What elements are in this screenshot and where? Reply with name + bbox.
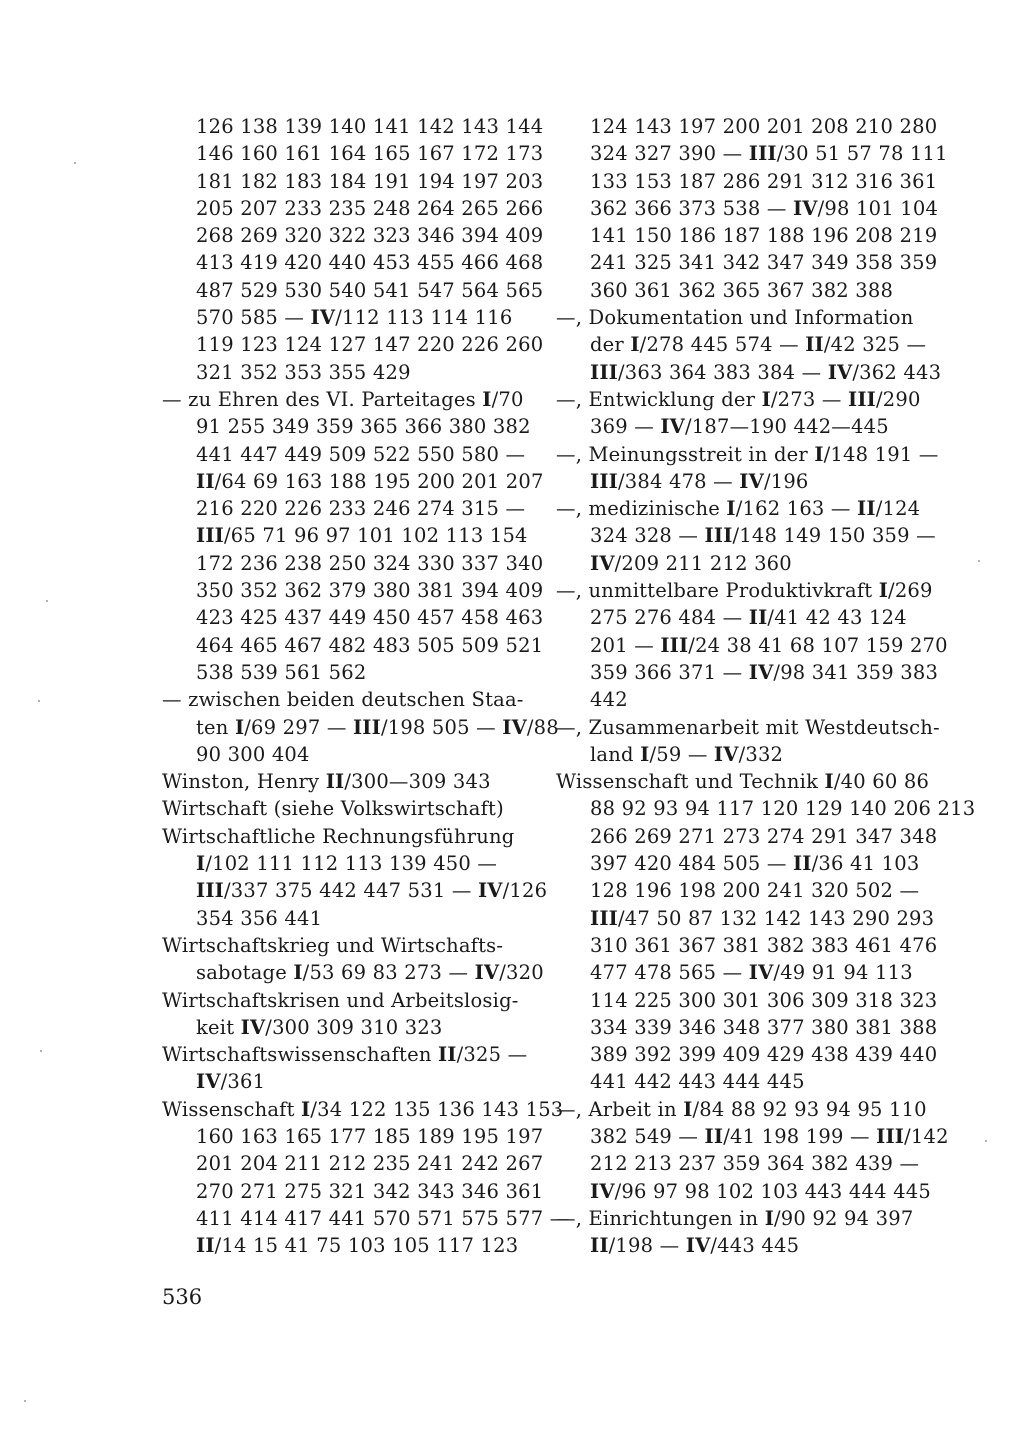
- index-text: 360 361 362 365 367 382 388: [590, 278, 894, 302]
- index-text: /148 149 150 359 —: [732, 524, 936, 548]
- index-text: /162 163 —: [735, 497, 858, 521]
- index-line: [162, 686, 534, 713]
- index-text: 441 442 443 444 445: [590, 1070, 805, 1094]
- scan-speck: [46, 600, 48, 602]
- index-line: [556, 959, 928, 986]
- index-line: [162, 359, 534, 386]
- index-text: /148 191 —: [823, 442, 939, 466]
- index-text: Wirtschaftskrisen und Arbeitslosig-: [162, 988, 519, 1012]
- index-line: [556, 714, 940, 741]
- volume-numeral: II: [437, 1043, 457, 1067]
- index-text: /14 15 41 75 103 105 117 123: [214, 1234, 519, 1258]
- volume-numeral: III: [196, 524, 224, 548]
- index-text: 128 196 198 200 241 320 502 —: [590, 879, 920, 903]
- index-text: /41 42 43 124: [767, 606, 907, 630]
- index-line: [556, 304, 928, 331]
- index-text: /42 325 —: [823, 333, 927, 357]
- index-text: —, Meinungsstreit in der: [556, 442, 815, 466]
- index-line: [556, 1041, 938, 1068]
- index-line: [556, 1014, 938, 1041]
- index-text: ten: [196, 715, 235, 739]
- index-text: 321 352 353 355 429: [196, 360, 411, 384]
- index-text: Winston, Henry: [162, 770, 326, 794]
- index-line: [556, 331, 928, 358]
- index-text: Wirtschaftswissenschaften: [162, 1043, 438, 1067]
- volume-numeral: IV: [502, 715, 527, 739]
- index-text: /98 101 104: [817, 196, 939, 220]
- index-line: [556, 987, 938, 1014]
- index-line: [162, 877, 548, 904]
- index-line: [162, 304, 534, 331]
- index-text: /124: [875, 497, 921, 521]
- index-text: 133 153 187 286 291 312 316 361: [590, 169, 938, 193]
- scan-speck: [74, 162, 76, 164]
- index-line: [162, 1041, 534, 1068]
- index-line: [556, 1178, 931, 1205]
- index-text: —, Arbeit in: [556, 1097, 684, 1121]
- index-text: /142: [904, 1124, 949, 1148]
- index-text: 423 425 437 449 450 457 458 463: [196, 606, 544, 630]
- index-text: /320: [499, 961, 544, 985]
- index-line: [556, 359, 942, 386]
- volume-numeral: I: [814, 442, 824, 466]
- index-line: [162, 1232, 534, 1259]
- index-line: [556, 577, 933, 604]
- volume-numeral: II: [857, 497, 876, 521]
- volume-numeral: III: [748, 142, 777, 166]
- index-text: Wissenschaft und Technik: [556, 770, 825, 794]
- volume-numeral: I: [293, 961, 303, 985]
- index-line: [162, 987, 534, 1014]
- index-line: [162, 905, 534, 932]
- index-text: /337 375 442 447 531 —: [223, 879, 478, 903]
- index-line: [162, 222, 544, 249]
- index-text: 241 325 341 342 347 349 358 359: [590, 251, 938, 275]
- index-text: 216 220 226 233 246 274 315 —: [196, 497, 526, 521]
- volume-numeral: III: [876, 1124, 905, 1148]
- index-line: [556, 905, 935, 932]
- index-line: [556, 768, 928, 795]
- index-text: /47 50 87 132 142 143 290 293: [617, 906, 935, 930]
- index-text: /49 91 94 113: [773, 961, 913, 985]
- volume-numeral: I: [301, 1097, 311, 1121]
- index-text: 270 271 275 321 342 343 346 361: [196, 1179, 544, 1203]
- index-text: 477 478 565 —: [590, 961, 749, 985]
- index-line: [162, 714, 559, 741]
- index-text: 570 585 —: [196, 306, 311, 330]
- index-text: —, Zusammenarbeit mit Westdeutsch-: [556, 715, 940, 739]
- volume-numeral: IV: [792, 196, 818, 220]
- index-text: /269: [888, 579, 933, 603]
- volume-numeral: IV: [310, 306, 336, 330]
- index-line: [556, 1068, 928, 1095]
- index-line: [162, 850, 534, 877]
- volume-numeral: I: [482, 387, 492, 411]
- index-text: 181 182 183 184 191 194 197 203: [196, 169, 544, 193]
- index-text: /198 505 —: [380, 715, 503, 739]
- index-text: /278 445 574 —: [639, 333, 806, 357]
- index-line: [162, 959, 544, 986]
- index-text: 172 236 238 250 324 330 337 340: [196, 551, 544, 575]
- index-text: 538 539 561 562: [196, 660, 367, 684]
- index-text: /40 60 86: [833, 770, 930, 794]
- index-column-left: [162, 113, 570, 1259]
- scan-speck: [978, 560, 980, 562]
- volume-numeral: I: [683, 1097, 693, 1121]
- volume-numeral: I: [878, 579, 889, 603]
- volume-numeral: IV: [474, 961, 500, 985]
- index-text: /53 69 83 273 —: [302, 961, 475, 985]
- index-text: /84 88 92 93 94 95 110: [692, 1097, 927, 1121]
- index-line: [162, 659, 534, 686]
- volume-numeral: IV: [748, 660, 774, 684]
- index-text: der: [590, 333, 631, 357]
- index-line: [162, 795, 534, 822]
- index-text: land: [590, 742, 641, 766]
- volume-numeral: IV: [660, 415, 685, 439]
- index-line: [556, 386, 928, 413]
- index-text: 354 356 441: [196, 906, 323, 930]
- index-text: /363 364 383 384 —: [617, 360, 828, 384]
- index-text: 487 529 530 540 541 547 564 565: [196, 278, 544, 302]
- index-text: 442: [590, 688, 628, 712]
- index-text: sabotage: [196, 961, 294, 985]
- volume-numeral: IV: [590, 1179, 615, 1203]
- scan-speck: [38, 700, 40, 702]
- index-text: — zwischen beiden deutschen Staa-: [162, 688, 524, 712]
- volume-numeral: III: [660, 633, 689, 657]
- volume-numeral: II: [196, 469, 215, 493]
- index-text: /290: [875, 387, 921, 411]
- index-line: [556, 823, 938, 850]
- index-line: [556, 604, 928, 631]
- index-line: [162, 632, 544, 659]
- index-text: 369 —: [590, 415, 661, 439]
- index-text: /96 97 98 102 103 443 444 445: [614, 1179, 931, 1203]
- index-line: [556, 222, 938, 249]
- index-line: [162, 823, 534, 850]
- index-line: [556, 495, 928, 522]
- volume-numeral: III: [704, 524, 733, 548]
- index-line: [556, 741, 928, 768]
- index-line: [556, 277, 928, 304]
- index-text: 397 420 484 505 —: [590, 852, 793, 876]
- index-text: /41 198 199 —: [723, 1124, 877, 1148]
- index-text: /196: [763, 469, 809, 493]
- index-line: [556, 195, 939, 222]
- index-line: [556, 1205, 928, 1232]
- index-text: /362 443: [852, 360, 942, 384]
- volume-numeral: II: [325, 770, 345, 794]
- index-text: /24 38 41 68 107 159 270: [688, 633, 948, 657]
- volume-numeral: I: [234, 715, 245, 739]
- index-line: [162, 1123, 544, 1150]
- index-text: /300 309 310 323: [265, 1015, 443, 1039]
- index-line: [162, 522, 534, 549]
- index-text: /361: [220, 1070, 266, 1094]
- volume-numeral: III: [196, 879, 224, 903]
- index-text: /209 211 212 360: [614, 551, 792, 575]
- index-text: 464 465 467 482 483 505 509 521: [196, 633, 544, 657]
- index-line: [556, 522, 936, 549]
- volume-numeral: IV: [827, 360, 853, 384]
- index-line: [556, 441, 939, 468]
- index-line: [556, 659, 939, 686]
- index-text: 275 276 484 —: [590, 606, 749, 630]
- scan-speck: [40, 1050, 42, 1052]
- index-text: /102 111 112 113 139 450 —: [205, 852, 498, 876]
- index-text: 382 549 —: [590, 1124, 705, 1148]
- scan-speck: [24, 1400, 26, 1402]
- index-text: 310 361 367 381 382 383 461 476: [590, 933, 938, 957]
- index-text: —, Dokumentation und Information: [556, 306, 914, 330]
- index-text: /273 —: [770, 387, 848, 411]
- index-line: [556, 850, 928, 877]
- volume-numeral: II: [196, 1234, 215, 1258]
- index-line: [556, 1096, 928, 1123]
- volume-numeral: I: [761, 387, 771, 411]
- index-text: 141 150 186 187 188 196 208 219: [590, 224, 938, 248]
- index-text: 126 138 139 140 141 142 143 144: [196, 115, 544, 138]
- index-line: [162, 331, 544, 358]
- index-line: [162, 932, 534, 959]
- index-text: /332: [738, 742, 784, 766]
- index-text: /384 478 —: [617, 469, 740, 493]
- index-text: /112 113 114 116: [335, 306, 513, 330]
- index-text: /34 122 135 136 143 153: [310, 1097, 564, 1121]
- index-text: 324 327 390 —: [590, 142, 749, 166]
- index-line: [556, 413, 928, 440]
- index-line: [162, 277, 544, 304]
- index-text: Wirtschaftliche Rechnungsführung: [162, 824, 515, 848]
- index-line: [556, 1232, 928, 1259]
- index-line: [162, 113, 544, 140]
- index-line: [556, 795, 976, 822]
- index-text: /88: [526, 715, 559, 739]
- volume-numeral: III: [848, 387, 876, 411]
- index-text: /198 —: [608, 1234, 686, 1258]
- index-line: [556, 686, 928, 713]
- index-line: [162, 195, 544, 222]
- index-text: /98 341 359 383: [773, 660, 939, 684]
- volume-numeral: IV: [477, 879, 503, 903]
- index-line: [162, 1150, 544, 1177]
- index-text: 201 204 211 212 235 241 242 267: [196, 1152, 544, 1176]
- volume-numeral: II: [590, 1234, 609, 1258]
- index-text: —, medizinische: [556, 497, 727, 521]
- volume-numeral: IV: [590, 551, 615, 575]
- volume-numeral: II: [792, 852, 812, 876]
- index-text: /300—309 343: [344, 770, 491, 794]
- volume-numeral: I: [196, 852, 206, 876]
- index-text: /64 69 163 188 195 200 201 207: [214, 469, 544, 493]
- volume-numeral: III: [590, 360, 618, 384]
- volume-numeral: II: [805, 333, 824, 357]
- index-text: —, Entwicklung der: [556, 387, 762, 411]
- volume-numeral: III: [590, 906, 618, 930]
- index-text: 334 339 346 348 377 380 381 388: [590, 1015, 938, 1039]
- index-text: keit: [196, 1015, 241, 1039]
- index-text: /126: [502, 879, 548, 903]
- index-line: [556, 140, 948, 167]
- index-text: 324 328 —: [590, 524, 705, 548]
- index-line: [162, 413, 534, 440]
- index-line: [556, 249, 938, 276]
- index-line: [556, 632, 948, 659]
- volume-numeral: I: [630, 333, 640, 357]
- index-text: 91 255 349 359 365 366 380 382: [196, 415, 531, 439]
- index-line: [162, 1205, 570, 1232]
- index-line: [162, 768, 534, 795]
- index-text: 119 123 124 127 147 220 226 260: [196, 333, 544, 357]
- index-text: /30 51 57 78 111: [776, 142, 948, 166]
- index-line: [162, 249, 544, 276]
- volume-numeral: IV: [739, 469, 764, 493]
- index-line: [162, 1096, 564, 1123]
- index-text: /90 92 94 397: [774, 1206, 914, 1230]
- index-text: 146 160 161 164 165 167 172 173: [196, 142, 544, 166]
- index-line: [162, 1014, 534, 1041]
- index-text: Wissenschaft: [162, 1097, 302, 1121]
- index-line: [162, 577, 544, 604]
- index-text: 114 225 300 301 306 309 318 323: [590, 988, 938, 1012]
- volume-numeral: III: [590, 469, 618, 493]
- index-text: 350 352 362 379 380 381 394 409: [196, 579, 544, 603]
- index-text: 266 269 271 273 274 291 347 348: [590, 824, 938, 848]
- index-line: [162, 495, 534, 522]
- index-text: 124 143 197 200 201 208 210 280: [590, 115, 938, 138]
- volume-numeral: IV: [685, 1234, 711, 1258]
- index-text: 201 —: [590, 633, 661, 657]
- index-text: — zu Ehren des VI. Parteitages: [162, 387, 483, 411]
- index-line: [162, 168, 544, 195]
- index-text: 411 414 417 441 570 571 575 577 —: [196, 1206, 570, 1230]
- volume-numeral: I: [764, 1206, 775, 1230]
- index-line: [556, 550, 928, 577]
- index-line: [162, 468, 544, 495]
- index-text: 88 92 93 94 117 120 129 140 206 213: [590, 797, 976, 821]
- index-text: /70: [491, 387, 524, 411]
- index-line: [556, 168, 938, 195]
- index-line: [556, 1123, 949, 1150]
- index-line: [162, 604, 544, 631]
- index-text: 441 447 449 509 522 550 580 —: [196, 442, 526, 466]
- volume-numeral: I: [824, 770, 834, 794]
- index-line: [162, 1068, 534, 1095]
- index-text: /187—190 442—445: [684, 415, 889, 439]
- index-text: 413 419 420 440 453 455 466 468: [196, 251, 544, 275]
- index-text: —, unmittelbare Produktivkraft: [556, 579, 879, 603]
- index-text: 359 366 371 —: [590, 660, 749, 684]
- index-line: [556, 468, 928, 495]
- index-column-right: [556, 113, 976, 1259]
- volume-numeral: IV: [196, 1070, 221, 1094]
- index-text: 268 269 320 322 323 346 394 409: [196, 224, 544, 248]
- index-text: 90 300 404: [196, 742, 310, 766]
- index-text: 212 213 237 359 364 382 439 —: [590, 1152, 920, 1176]
- index-text: /65 71 96 97 101 102 113 154: [223, 524, 528, 548]
- index-line: [162, 741, 534, 768]
- index-text: /69 297 —: [244, 715, 353, 739]
- index-line: [556, 113, 938, 140]
- volume-numeral: IV: [240, 1015, 266, 1039]
- index-line: [556, 932, 938, 959]
- index-line: [162, 386, 534, 413]
- volume-numeral: I: [726, 497, 736, 521]
- volume-numeral: II: [748, 606, 768, 630]
- volume-numeral: I: [640, 742, 650, 766]
- volume-numeral: IV: [748, 961, 774, 985]
- index-text: /443 445: [710, 1234, 800, 1258]
- index-text: Wirtschaft (siehe Volkswirtschaft): [162, 797, 504, 821]
- index-line: [162, 140, 544, 167]
- index-line: [556, 1150, 928, 1177]
- index-text: 160 163 165 177 185 189 195 197: [196, 1124, 544, 1148]
- index-line: [162, 550, 544, 577]
- index-line: [162, 441, 534, 468]
- index-text: /36 41 103: [811, 852, 920, 876]
- index-text: 362 366 373 538 —: [590, 196, 793, 220]
- index-text: —, Einrichtungen in: [556, 1206, 765, 1230]
- index-text: /325 —: [456, 1043, 528, 1067]
- volume-numeral: III: [352, 715, 381, 739]
- index-text: 205 207 233 235 248 264 265 266: [196, 196, 544, 220]
- index-text: Wirtschaftskrieg und Wirtschafts-: [162, 933, 504, 957]
- index-text: /59 —: [649, 742, 714, 766]
- volume-numeral: II: [704, 1124, 724, 1148]
- page-number: 536: [162, 1285, 203, 1309]
- index-line: [556, 877, 928, 904]
- index-text: 389 392 399 409 429 438 439 440: [590, 1043, 938, 1067]
- volume-numeral: IV: [713, 742, 739, 766]
- index-line: [162, 1178, 544, 1205]
- scan-speck: [985, 1140, 987, 1142]
